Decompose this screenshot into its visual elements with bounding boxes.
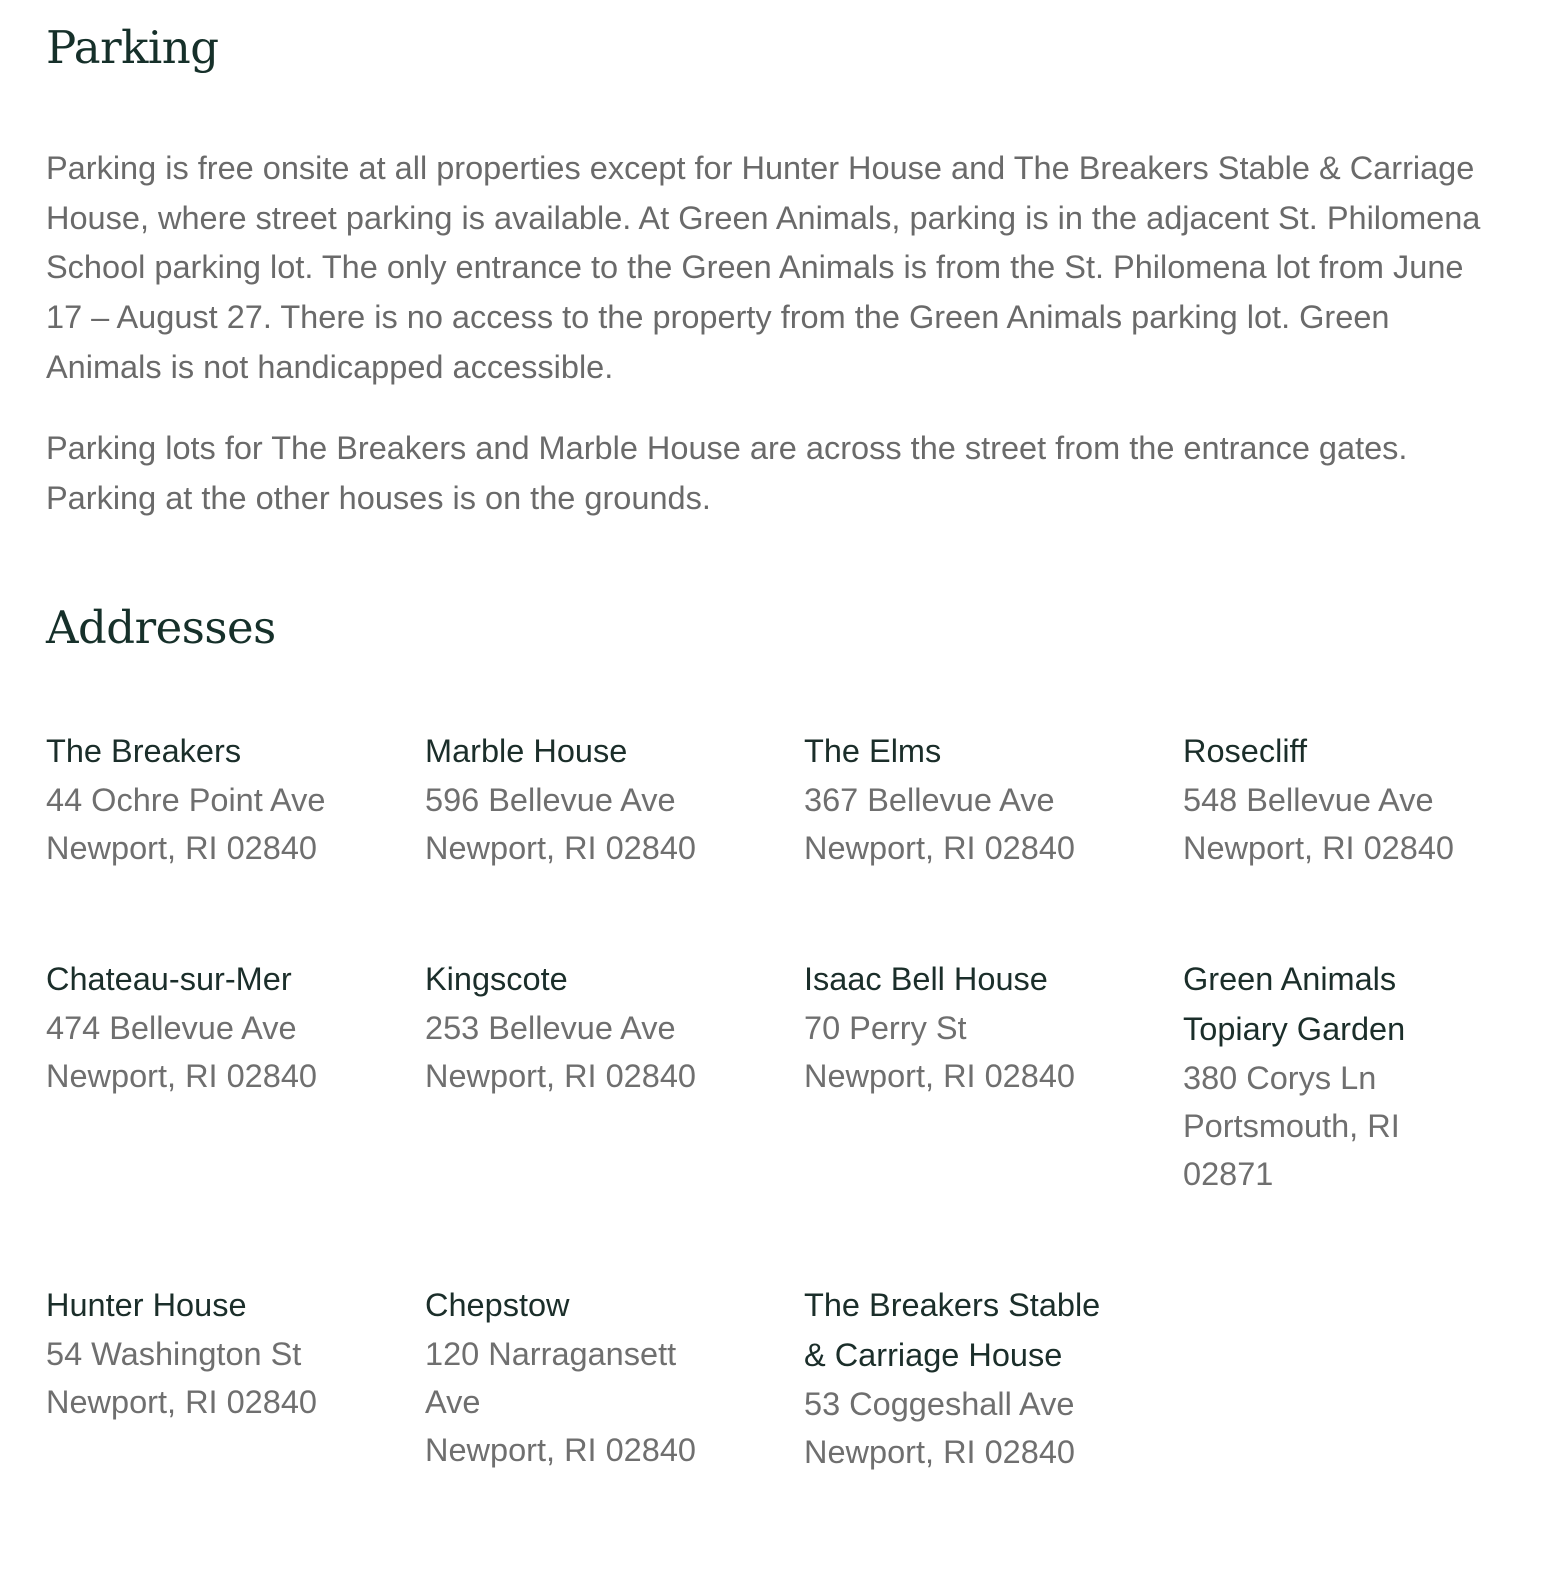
property-name: Marble House	[425, 733, 628, 769]
address-card	[1183, 726, 1483, 872]
property-name: The Breakers	[46, 733, 242, 769]
street-address: 120 Narragansett Ave	[425, 1336, 677, 1420]
property-name: Rosecliff	[1183, 733, 1308, 769]
address-card	[425, 726, 725, 872]
address-card	[804, 954, 1104, 1198]
street-address: 44 Ochre Point Ave	[46, 782, 326, 818]
property-name: The Breakers Stable & Carriage House	[804, 1287, 1101, 1373]
property-name: Chepstow	[425, 1287, 570, 1323]
street-address: 367 Bellevue Ave	[804, 782, 1055, 818]
address-card	[425, 954, 725, 1198]
address-card	[425, 1280, 725, 1476]
property-name: Green Animals Topiary Garden	[1183, 961, 1406, 1047]
street-address: 253 Bellevue Ave	[425, 1010, 676, 1046]
addresses-grid	[46, 726, 1562, 1476]
parking-paragraph: Parking is free onsite at all properties except for Hunter House and The Breakers Stable & Carriage House, where street parking is available. At Green Animals, parking is in the adjacent St. Philomena School parking lot. The only entrance to the Green Animals is from the St. Philomena lot from June 17 – August 27. There is no access to the property from the Green Animals parking lot. Green Animals is not handicapped accessible.	[46, 150, 1481, 385]
address-card	[1183, 954, 1483, 1198]
city-state-zip: Newport, RI 02840	[46, 830, 317, 866]
street-address: 596 Bellevue Ave	[425, 782, 676, 818]
parking-heading: Parking	[46, 21, 219, 74]
city-state-zip: Portsmouth, RI 02871	[1183, 1108, 1400, 1192]
addresses-heading: Addresses	[46, 601, 276, 654]
city-state-zip: Newport, RI 02840	[425, 830, 696, 866]
city-state-zip: Newport, RI 02840	[425, 1058, 696, 1094]
street-address: 70 Perry St	[804, 1010, 967, 1046]
address-card	[46, 954, 346, 1198]
property-name: Chateau-sur-Mer	[46, 961, 292, 997]
address-card	[46, 726, 346, 872]
property-name: Hunter House	[46, 1287, 247, 1323]
property-name: The Elms	[804, 733, 942, 769]
city-state-zip: Newport, RI 02840	[1183, 830, 1454, 866]
city-state-zip: Newport, RI 02840	[46, 1384, 317, 1420]
street-address: 380 Corys Ln	[1183, 1060, 1377, 1096]
parking-paragraph: Parking lots for The Breakers and Marble House are across the street from the entrance gates. Parking at the other houses is on the grounds.	[46, 430, 1408, 516]
city-state-zip: Newport, RI 02840	[804, 830, 1075, 866]
city-state-zip: Newport, RI 02840	[804, 1434, 1075, 1470]
street-address: 548 Bellevue Ave	[1183, 782, 1434, 818]
address-card	[804, 1280, 1104, 1476]
property-name: Isaac Bell House	[804, 961, 1048, 997]
city-state-zip: Newport, RI 02840	[804, 1058, 1075, 1094]
address-card	[46, 1280, 346, 1476]
street-address: 53 Coggeshall Ave	[804, 1386, 1075, 1422]
city-state-zip: Newport, RI 02840	[46, 1058, 317, 1094]
street-address: 474 Bellevue Ave	[46, 1010, 297, 1046]
city-state-zip: Newport, RI 02840	[425, 1432, 696, 1468]
address-card	[804, 726, 1104, 872]
property-name: Kingscote	[425, 961, 568, 997]
street-address: 54 Washington St	[46, 1336, 302, 1372]
